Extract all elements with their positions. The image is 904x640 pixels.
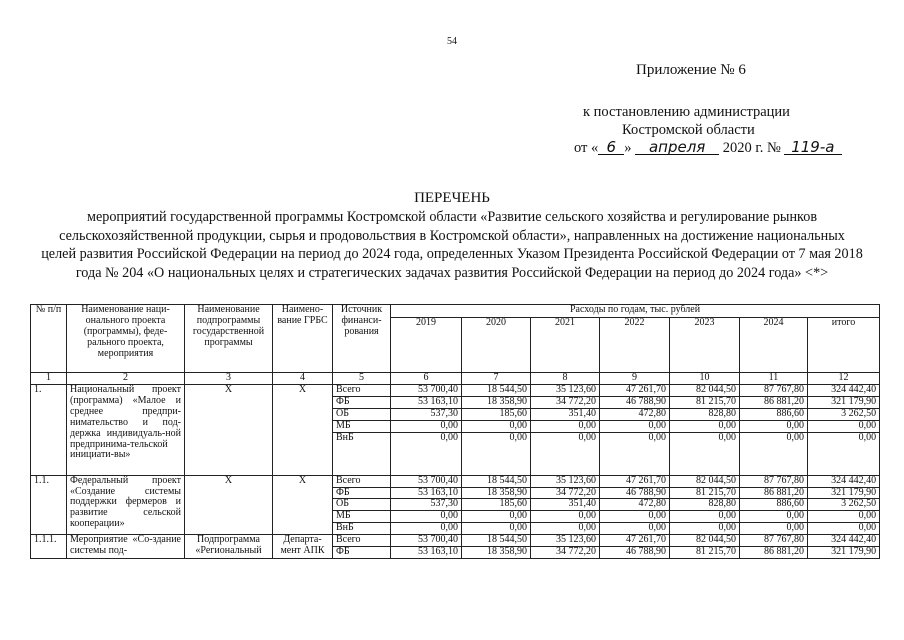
column-number: 12	[808, 373, 880, 385]
row-value: 81 215,70	[670, 547, 740, 559]
row-value: 0,00	[740, 420, 808, 432]
row-grbs: Х	[273, 475, 333, 535]
row-value: 87 767,80	[740, 475, 808, 487]
row-source: ОБ	[333, 499, 391, 511]
row-source: ОБ	[333, 408, 391, 420]
row-value: 828,80	[670, 499, 740, 511]
row-value: 828,80	[670, 408, 740, 420]
date-mid: »	[624, 140, 632, 156]
row-value: 46 788,90	[600, 396, 670, 408]
row-value: 81 215,70	[670, 396, 740, 408]
row-value: 0,00	[600, 432, 670, 475]
row-value: 351,40	[531, 408, 600, 420]
column-number: 5	[333, 373, 391, 385]
row-source: ВнБ	[333, 432, 391, 475]
header-grbs: Наимено-вание ГРБС	[273, 305, 333, 373]
row-name: Федеральный проект «Создание системы поддержки фермеров и развитие сельской кооперации»	[67, 475, 185, 535]
header-subprogram: Наименование подпрограммы государственной программы	[185, 305, 273, 373]
expenses-table	[30, 304, 880, 559]
row-value: 0,00	[531, 523, 600, 535]
row-total: 324 442,40	[808, 385, 880, 397]
row-value: 0,00	[670, 432, 740, 475]
row-value: 18 544,50	[462, 475, 531, 487]
header-total: итого	[808, 318, 880, 373]
row-total: 0,00	[808, 420, 880, 432]
table-row	[31, 385, 880, 397]
row-value: 0,00	[531, 432, 600, 475]
row-value: 35 123,60	[531, 535, 600, 547]
row-total: 321 179,90	[808, 547, 880, 559]
row-value: 53 163,10	[391, 396, 462, 408]
row-value: 18 544,50	[462, 385, 531, 397]
row-number: 1.	[31, 385, 67, 476]
row-value: 0,00	[740, 511, 808, 523]
column-number-row	[31, 373, 880, 385]
row-source: ФБ	[333, 487, 391, 499]
row-value: 18 544,50	[462, 535, 531, 547]
row-total: 324 442,40	[808, 475, 880, 487]
row-value: 82 044,50	[670, 475, 740, 487]
row-number: 1.1.1.	[31, 535, 67, 559]
row-value: 0,00	[462, 420, 531, 432]
row-grbs: Х	[273, 385, 333, 476]
row-source: Всего	[333, 475, 391, 487]
row-subprogram: Подпрограмма «Региональный	[185, 535, 273, 559]
row-value: 185,60	[462, 499, 531, 511]
row-value: 537,30	[391, 408, 462, 420]
header-year: 2021	[531, 318, 600, 373]
row-value: 87 767,80	[740, 535, 808, 547]
page-number: 54	[447, 36, 457, 47]
row-value: 34 772,20	[531, 396, 600, 408]
table-row	[31, 535, 880, 547]
column-number: 2	[67, 373, 185, 385]
header-num: № п/п	[31, 305, 67, 373]
row-value: 86 881,20	[740, 396, 808, 408]
row-value: 18 358,90	[462, 487, 531, 499]
date-prefix: от «	[574, 140, 599, 156]
column-number: 10	[670, 373, 740, 385]
row-value: 0,00	[391, 432, 462, 475]
row-value: 53 163,10	[391, 547, 462, 559]
row-value: 46 788,90	[600, 487, 670, 499]
header-year: 2022	[600, 318, 670, 373]
header-year: 2023	[670, 318, 740, 373]
decree-date-line	[574, 140, 842, 157]
document-title: ПЕРЕЧЕНЬ	[414, 190, 490, 206]
row-value: 886,60	[740, 499, 808, 511]
row-value: 0,00	[391, 523, 462, 535]
row-total: 0,00	[808, 511, 880, 523]
column-number: 7	[462, 373, 531, 385]
row-value: 35 123,60	[531, 385, 600, 397]
row-value: 86 881,20	[740, 547, 808, 559]
row-value: 0,00	[600, 511, 670, 523]
row-value: 0,00	[391, 420, 462, 432]
row-total: 324 442,40	[808, 535, 880, 547]
row-value: 0,00	[531, 420, 600, 432]
row-value: 886,60	[740, 408, 808, 420]
row-value: 53 700,40	[391, 385, 462, 397]
header-year: 2020	[462, 318, 531, 373]
row-total: 321 179,90	[808, 487, 880, 499]
row-name: Мероприятие «Со-здание системы под-	[67, 535, 185, 559]
row-value: 351,40	[531, 499, 600, 511]
row-value: 47 261,70	[600, 475, 670, 487]
column-number: 8	[531, 373, 600, 385]
row-total: 0,00	[808, 432, 880, 475]
row-value: 0,00	[740, 432, 808, 475]
decree-line-2: Костромской области	[622, 122, 755, 138]
row-value: 18 358,90	[462, 396, 531, 408]
document-subtitle: мероприятий государственной программы Костромской области «Развитие сельского хозяйства и регулирование рынков сельскохозяйственной продукции, сырья и продовольствия в Костромской области», направленных на достижение национальных целей развития Российской Федерации на период до 2024 года, определенных Указом Президента Российской Федерации от 7 мая 2018 года № 204 «О национальных целях и стратегических задачах развития Российской Федерации на период до 2024 года» <*>	[41, 209, 863, 281]
row-source: Всего	[333, 535, 391, 547]
row-value: 0,00	[670, 523, 740, 535]
row-value: 81 215,70	[670, 487, 740, 499]
row-value: 185,60	[462, 408, 531, 420]
header-expenses: Расходы по годам, тыс. рублей	[391, 305, 880, 318]
row-name: Национальный проект (программа) «Малое и среднее предпри-нимательство и под-держка индивидуаль-ной предпринима-тельской инициати-вы»	[67, 385, 185, 476]
date-year: 2020 г. №	[722, 140, 781, 156]
row-source: ФБ	[333, 547, 391, 559]
row-value: 53 700,40	[391, 475, 462, 487]
row-value: 0,00	[600, 523, 670, 535]
row-value: 82 044,50	[670, 385, 740, 397]
column-number: 9	[600, 373, 670, 385]
row-value: 87 767,80	[740, 385, 808, 397]
row-value: 35 123,60	[531, 475, 600, 487]
row-value: 0,00	[462, 523, 531, 535]
column-number: 6	[391, 373, 462, 385]
row-source: Всего	[333, 385, 391, 397]
row-value: 47 261,70	[600, 535, 670, 547]
column-number: 1	[31, 373, 67, 385]
row-value: 0,00	[740, 523, 808, 535]
header-source: Источник финанси-рования	[333, 305, 391, 373]
row-value: 0,00	[600, 420, 670, 432]
handwritten-day: 6	[598, 140, 624, 155]
table-row	[31, 475, 880, 487]
row-source: ВнБ	[333, 523, 391, 535]
row-value: 82 044,50	[670, 535, 740, 547]
header-year: 2019	[391, 318, 462, 373]
row-source: ФБ	[333, 396, 391, 408]
header-year: 2024	[740, 318, 808, 373]
row-value: 0,00	[531, 511, 600, 523]
row-value: 0,00	[462, 511, 531, 523]
row-value: 0,00	[462, 432, 531, 475]
row-value: 0,00	[670, 511, 740, 523]
row-value: 18 358,90	[462, 547, 531, 559]
row-total: 3 262,50	[808, 408, 880, 420]
row-source: МБ	[333, 420, 391, 432]
column-number: 11	[740, 373, 808, 385]
row-number: 1.1.	[31, 475, 67, 535]
row-value: 0,00	[670, 420, 740, 432]
row-value: 47 261,70	[600, 385, 670, 397]
row-total: 3 262,50	[808, 499, 880, 511]
row-value: 53 700,40	[391, 535, 462, 547]
handwritten-number: 119-а	[784, 140, 842, 155]
header-name: Наименование наци-онального проекта (программы), феде-рального проекта, мероприятия	[67, 305, 185, 373]
row-total: 321 179,90	[808, 396, 880, 408]
row-grbs: Департа-мент АПК	[273, 535, 333, 559]
row-subprogram: Х	[185, 475, 273, 535]
row-subprogram: Х	[185, 385, 273, 476]
table-body	[31, 385, 880, 559]
column-number: 3	[185, 373, 273, 385]
row-value: 34 772,20	[531, 487, 600, 499]
appendix-label: Приложение № 6	[636, 62, 746, 78]
row-value: 53 163,10	[391, 487, 462, 499]
row-value: 86 881,20	[740, 487, 808, 499]
row-value: 34 772,20	[531, 547, 600, 559]
handwritten-month: апреля	[635, 140, 719, 155]
row-value: 472,80	[600, 408, 670, 420]
decree-line-1: к постановлению администрации	[583, 104, 790, 120]
row-value: 46 788,90	[600, 547, 670, 559]
row-value: 472,80	[600, 499, 670, 511]
column-number: 4	[273, 373, 333, 385]
row-total: 0,00	[808, 523, 880, 535]
row-value: 0,00	[391, 511, 462, 523]
row-source: МБ	[333, 511, 391, 523]
row-value: 537,30	[391, 499, 462, 511]
